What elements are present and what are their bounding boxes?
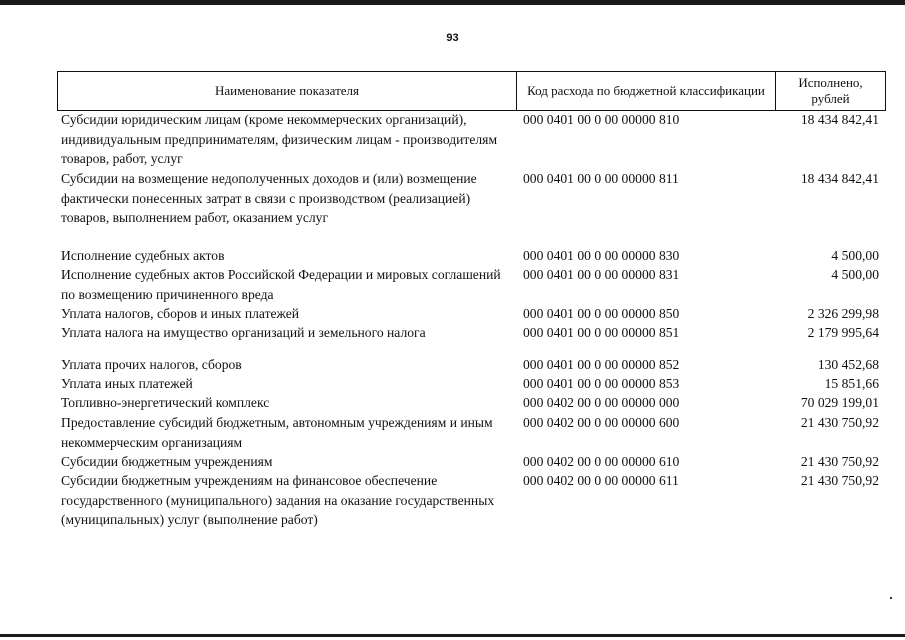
row-code: 000 0401 00 0 00 00000 853 [523,376,680,391]
header-code: Код расхода по бюджетной классификации [517,72,776,110]
row-name: Исполнение судебных актов Российской Федерации и мировых соглашений по возмещению причиненного вреда [61,267,501,302]
row-name: Уплата налогов, сборов и иных платежей [61,306,300,321]
row-code: 000 0401 00 0 00 00000 852 [523,357,680,372]
row-amount: 18 434 842,41 [800,112,879,127]
top-rule [0,0,905,5]
row-name: Уплата прочих налогов, сборов [61,357,242,372]
row-name: Предоставление субсидий бюджетным, автономным учреждениям и иным некоммерческим организациям [61,415,493,450]
scan-speck [890,597,892,599]
header-executed: Исполнено, рублей [798,75,863,106]
row-code: 000 0401 00 0 00 00000 811 [523,171,679,186]
row-code: 000 0402 00 0 00 00000 600 [523,415,680,430]
row-amount: 2 326 299,98 [807,306,879,321]
row-name: Субсидии юридическим лицам (кроме некоммерческих организаций), индивидуальным предпринимателям, физическим лицам - производителям товаров, работ, услуг [61,112,498,166]
row-amount: 21 430 750,92 [800,473,879,488]
row-amount: 21 430 750,92 [800,454,879,469]
row-name: Субсидии бюджетным учреждениям [61,454,273,469]
row-amount: 70 029 199,01 [800,395,879,410]
row-name: Субсидии на возмещение недополученных доходов и (или) возмещение фактически понесенных затрат в связи с производством (реализацией) товаров, выполнением работ, оказанием услуг [61,171,477,225]
row-code: 000 0401 00 0 00 00000 810 [523,112,680,127]
row-name: Уплата иных платежей [61,376,193,391]
row-amount: 4 500,00 [831,267,879,282]
row-code: 000 0401 00 0 00 00000 850 [523,306,680,321]
row-code: 000 0402 00 0 00 00000 611 [523,473,679,488]
row-code: 000 0402 00 0 00 00000 000 [523,395,680,410]
bottom-rule [0,634,905,637]
row-amount: 4 500,00 [831,248,879,263]
row-name: Субсидии бюджетным учреждениям на финансовое обеспечение государственного (муниципального) задания на оказание государственных (муниципальных) услуг (выполнение работ) [61,473,495,527]
row-amount: 21 430 750,92 [800,415,879,430]
row-name: Исполнение судебных актов [61,248,225,263]
table-header [57,71,886,111]
row-amount: 15 851,66 [824,376,879,391]
row-amount: 18 434 842,41 [800,171,879,186]
row-amount: 2 179 995,64 [807,325,879,340]
row-code: 000 0401 00 0 00 00000 851 [523,325,680,340]
row-code: 000 0402 00 0 00 00000 610 [523,454,680,469]
header-name: Наименование показателя [58,72,517,110]
row-name: Топливно-энергетический комплекс [61,395,270,410]
row-code: 000 0401 00 0 00 00000 830 [523,248,680,263]
page-number: 93 [446,32,459,44]
row-code: 000 0401 00 0 00 00000 831 [523,267,680,282]
row-amount: 130 452,68 [817,357,879,372]
row-name: Уплата налога на имущество организаций и земельного налога [61,325,426,340]
